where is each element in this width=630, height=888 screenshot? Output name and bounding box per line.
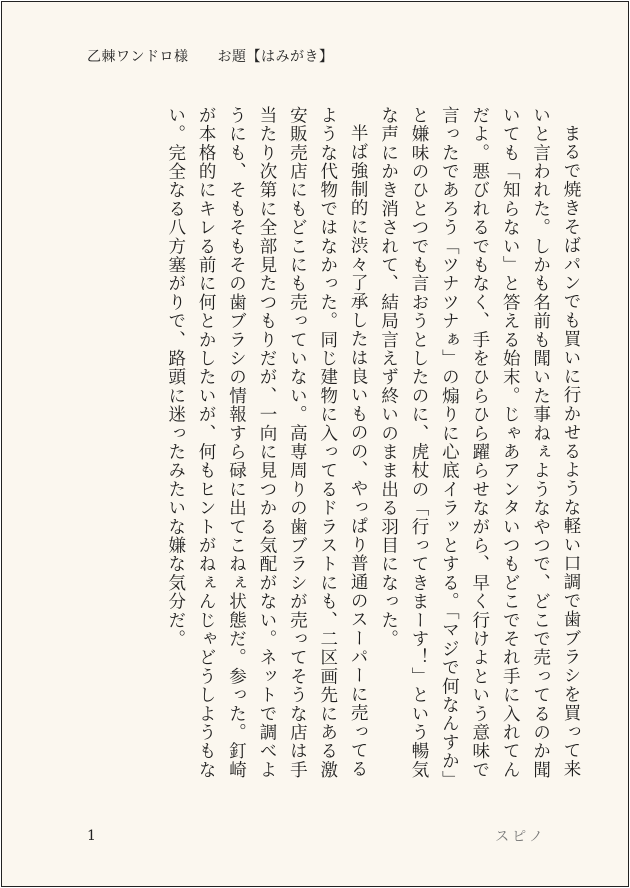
manuscript-page	[1, 1, 629, 887]
paragraph-1: まるで焼きそばパンでも買いに行かせるような軽い口調で歯ブラシを買って来いと言われた。しかも名前も聞いた事ねぇようなやつで、どこで売ってるのか聞いても「知らない」と答える始末。じゃあアンタいつもどこでそれ手に入れてんだよ。悪びれるでもなく、手をひらひら躍らせながら、早く行けよという意味で言ったであろう「ツナツナぁ」の煽りに心底イラッとする。「マジで何なんすか」と嫌味のひとつでも言おうとしたのに、虎杖の「行ってきまーす！」という暢気な声にかき消されて、結局言えず終いのまま出る羽目になった。	[378, 106, 581, 781]
author-name: スピノ	[495, 829, 546, 845]
paragraph-2: 半ば強制的に渋々了承したは良いものの、やっぱり普通のスーパーに売ってるような代物ではなかった。同じ建物に入ってるドラストにも、二区画先にある激安販売店にもどこにも売っていない。高専周りの歯ブラシが売ってそうな店は手当たり次第に全部見たつもりだが、一向に見つかる気配がない。ネットで調べようにも、そもそもその歯ブラシの情報すら碌に出てこねぇ状態だ。参った。釘崎が本格的にキレる前に何とかしたいが、何もヒントがねぇんじゃどうしようもない。完全なる八方塞がりで、路頭に迷ったみたいな嫌な気分だ。	[165, 106, 369, 780]
page-number: 1	[87, 828, 96, 844]
vertical-body-text	[160, 106, 586, 786]
page-header: 乙棘ワンドロ様 お題【はみがき】	[87, 49, 334, 65]
